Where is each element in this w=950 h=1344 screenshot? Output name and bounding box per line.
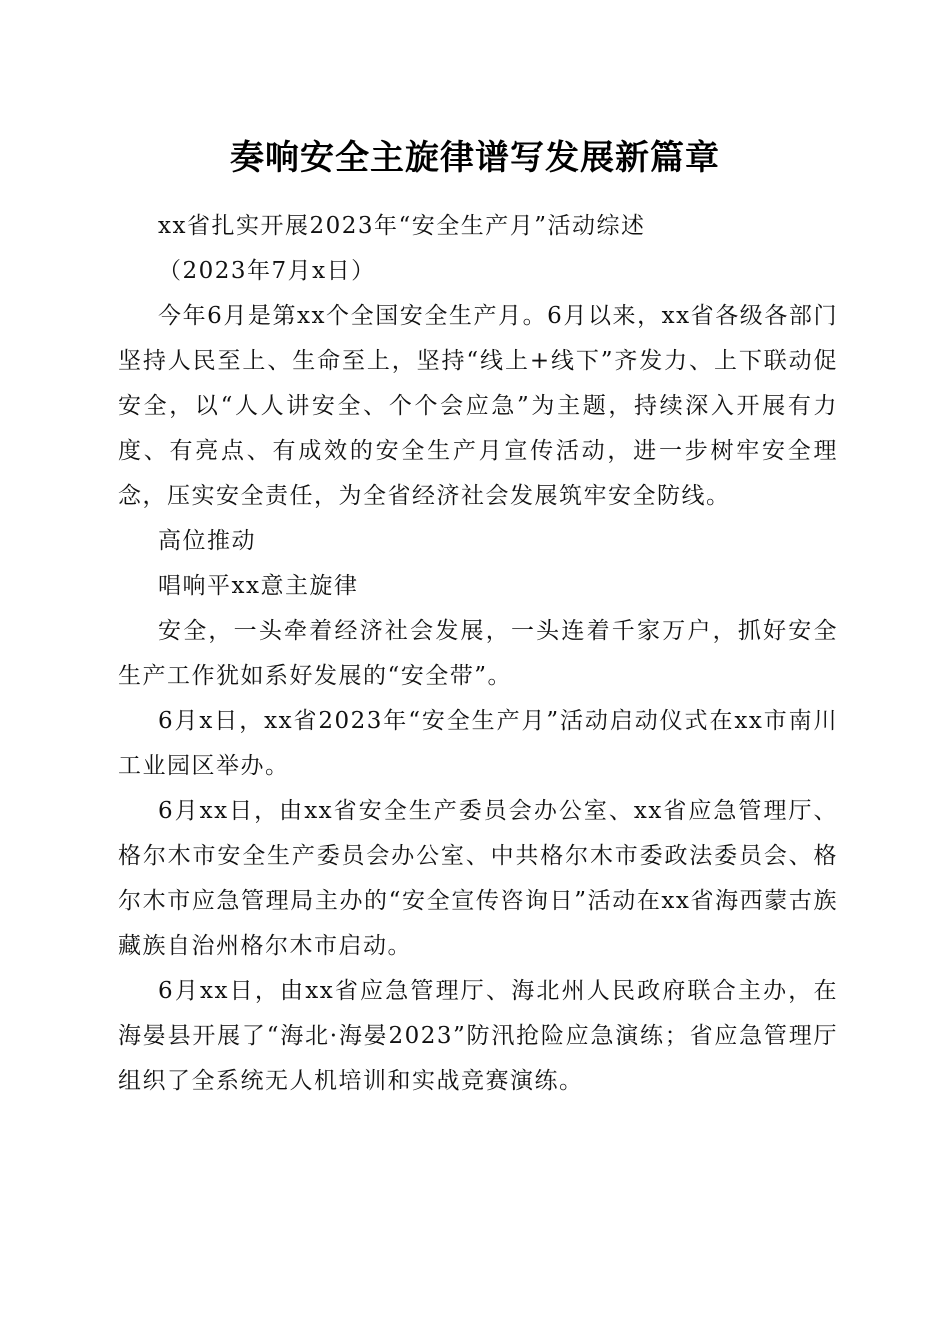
document-body <box>118 204 838 1104</box>
paragraph-launch-ceremony: 6月x日，xx省2023年“安全生产月”活动启动仪式在xx市南川工业园区举办。 <box>118 708 838 779</box>
document-subtitle: xx省扎实开展2023年“安全生产月”活动综述 <box>158 213 646 239</box>
paragraph-consultation-day: 6月xx日，由xx省安全生产委员会办公室、xx省应急管理厅、格尔木市安全生产委员会办公室、中共格尔木市委政法委员会、格尔木市应急管理局主办的“安全宣传咨询日”活动在xx省海西蒙古族藏族自治州格尔木市启动。 <box>118 798 838 959</box>
section-subheading: 唱响平xx意主旋律 <box>158 573 359 599</box>
paragraph-intro: 今年6月是第xx个全国安全生产月。6月以来，xx省各级各部门坚持人民至上、生命至上，坚持“线上+线下”齐发力、上下联动促安全，以“人人讲安全、个个会应急”为主题，持续深入开展有力度、有亮点、有成效的安全生产月宣传活动，进一步树牢安全理念，压实安全责任，为全省经济社会发展筑牢安全防线。 <box>118 303 838 509</box>
section-heading: 高位推动 <box>158 528 256 554</box>
paragraph-flood-drill: 6月xx日，由xx省应急管理厅、海北州人民政府联合主办，在海晏县开展了“海北·海晏2023”防汛抢险应急演练；省应急管理厅组织了全系统无人机培训和实战竞赛演练。 <box>118 978 838 1094</box>
document-date: （2023年7月x日） <box>158 258 376 284</box>
paragraph-safety-belt: 安全，一头牵着经济社会发展，一头连着千家万户，抓好安全生产工作犹如系好发展的“安全带”。 <box>118 618 838 689</box>
document-title: 奏响安全主旋律谱写发展新篇章 <box>230 138 720 178</box>
